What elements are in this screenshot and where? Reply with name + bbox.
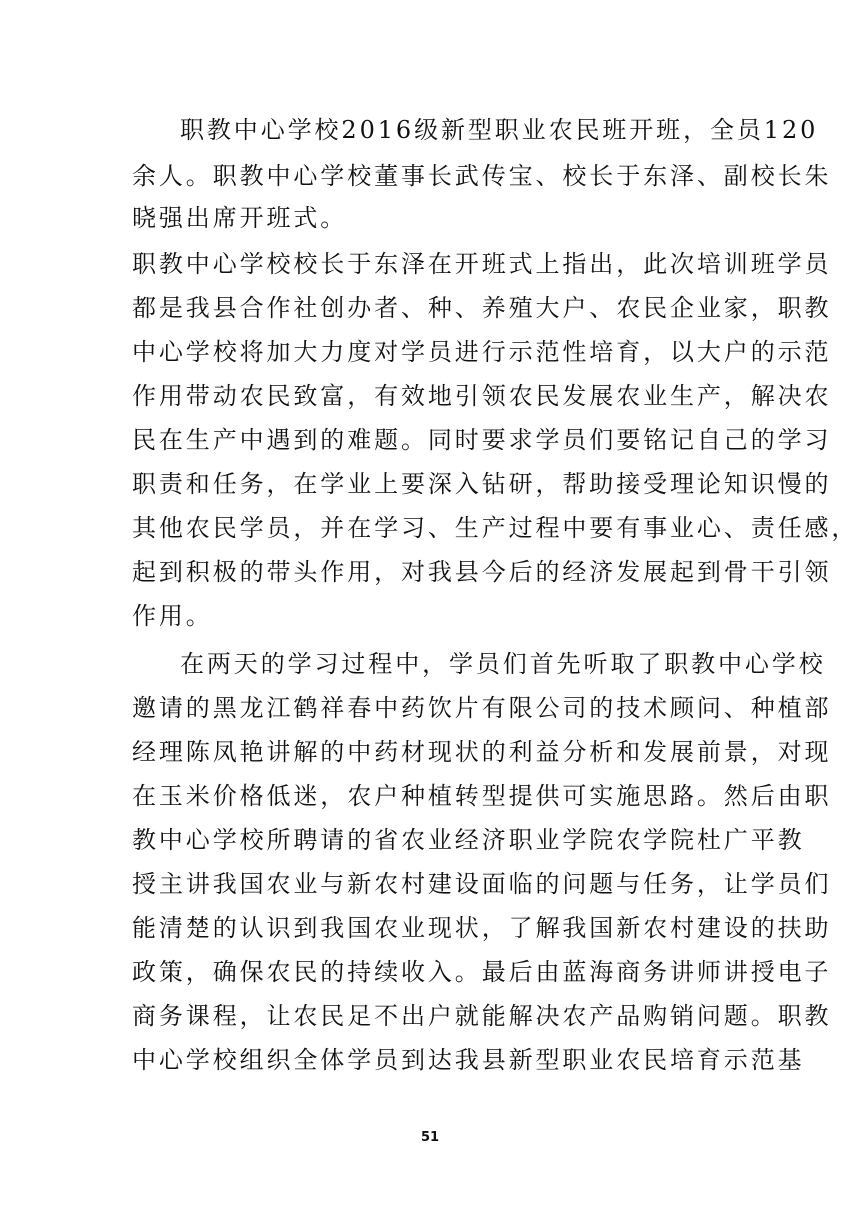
text-line-2: 余人。职教中心学校董事长武传宝、校长于东泽、副校长朱	[132, 162, 832, 190]
text-line-8: 民在生产中遇到的难题。同时要求学员们要铭记自己的学习	[132, 426, 832, 454]
text-line-11: 起到积极的带头作用，对我县今后的经济发展起到骨干引领	[132, 558, 832, 586]
text-line-9: 职责和任务，在学业上要深入钻研，帮助接受理论知识慢的	[132, 470, 832, 498]
text-line-12: 作用。	[132, 602, 213, 630]
text-line-13: 在两天的学习过程中，学员们首先听取了职教中心学校	[180, 650, 826, 678]
text-line-17: 教中心学校所聘请的省农业经济职业学院农学院杜广平教	[132, 826, 805, 854]
text-line-10: 其他农民学员，并在学习、生产过程中要有事业心、责任感，	[132, 514, 859, 542]
text-line-3: 晓强出席开班式。	[132, 204, 348, 232]
text-line-15: 经理陈凤艳讲解的中药材现状的利益分析和发展前景，对现	[132, 738, 832, 766]
text-line-22: 中心学校组织全体学员到达我县新型职业农民培育示范基	[132, 1046, 805, 1074]
text-line-14: 邀请的黑龙江鹤祥春中药饮片有限公司的技术顾问、种植部	[132, 694, 832, 722]
text-line-18: 授主讲我国农业与新农村建设面临的问题与任务，让学员们	[132, 870, 832, 898]
text-line-1: 职教中心学校2016级新型职业农民班开班，全员120	[180, 116, 819, 144]
text-line-16: 在玉米价格低迷，农户种植转型提供可实施思路。然后由职	[132, 782, 832, 810]
text-line-21: 商务课程，让农民足不出户就能解决农产品购销问题。职教	[132, 1002, 832, 1030]
text-line-6: 中心学校将加大力度对学员进行示范性培育，以大户的示范	[132, 338, 832, 366]
text-line-19: 能清楚的认识到我国农业现状，了解我国新农村建设的扶助	[132, 914, 832, 942]
text-line-4: 职教中心学校校长于东泽在开班式上指出，此次培训班学员	[132, 250, 832, 278]
page-number: 51	[420, 1130, 440, 1145]
text-line-5: 都是我县合作社创办者、种、养殖大户、农民企业家，职教	[132, 294, 832, 322]
text-line-7: 作用带动农民致富，有效地引领农民发展农业生产，解决农	[132, 382, 832, 410]
text-line-20: 政策，确保农民的持续收入。最后由蓝海商务讲师讲授电子	[132, 958, 832, 986]
